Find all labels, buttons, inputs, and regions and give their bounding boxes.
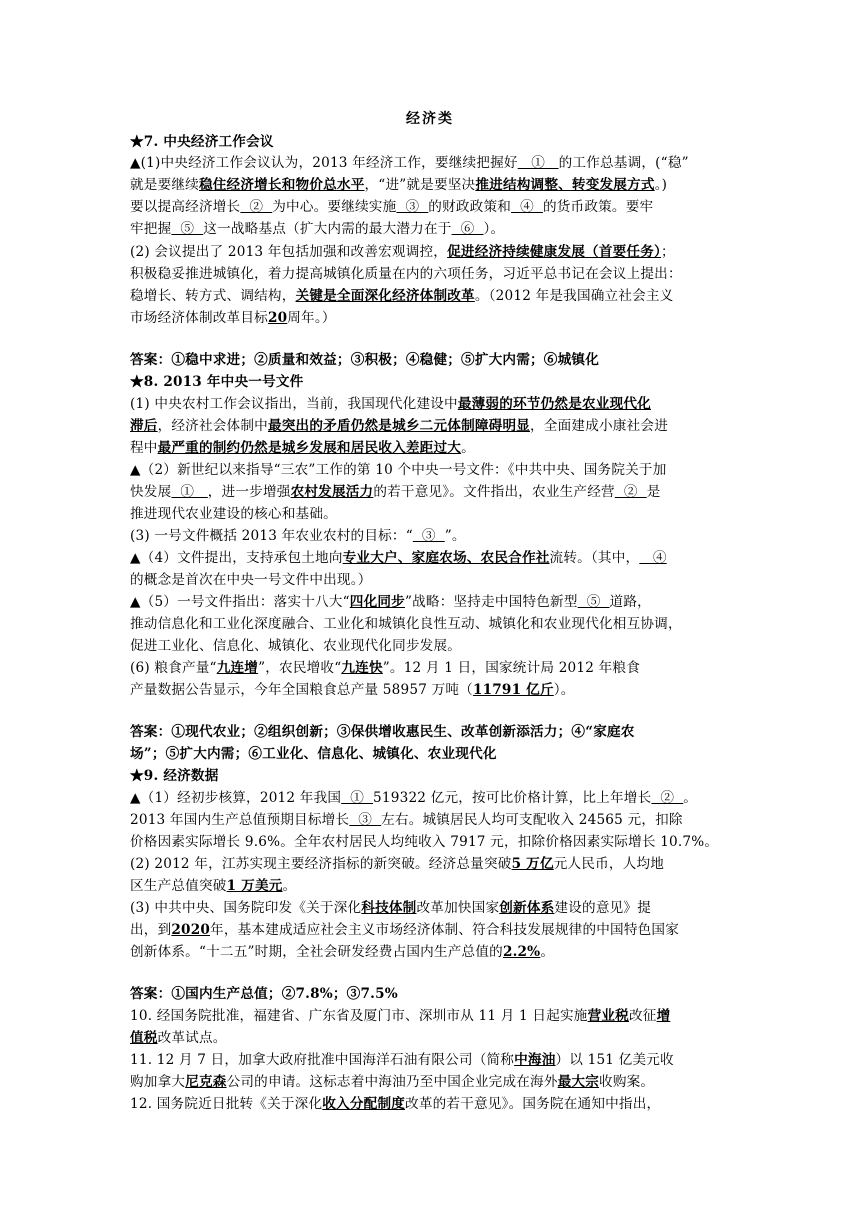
- text-run: （5）一号文件指出：落实十八大“: [140, 594, 350, 610]
- answer-blank: ③: [396, 199, 429, 215]
- text-run: ，经济社会体制中: [157, 418, 268, 434]
- text-run: ，全面建成小康社会进: [530, 418, 668, 434]
- text-line: [130, 658, 734, 678]
- key-phrase: 5 万亿: [511, 856, 554, 872]
- text-line: [130, 264, 734, 284]
- text-run: 促进工业化、信息化、城镇化、农业现代化同步发展。: [130, 638, 462, 654]
- text-line: [130, 286, 734, 306]
- text-run: (3) 中共中央、国务院印发《关于深化: [130, 900, 362, 916]
- text-line: [130, 592, 734, 612]
- text-run: ”，农民增收“: [258, 660, 342, 676]
- text-run: 周年。）: [287, 310, 336, 326]
- text-run: 左右。城镇居民人均可支配收入 24565 元，扣除: [381, 812, 683, 828]
- text-run: 程中: [130, 440, 158, 456]
- text-line: [130, 416, 734, 436]
- bold-text: ▲: [130, 790, 141, 806]
- text-line: [130, 482, 734, 502]
- bold-text: ▲: [130, 155, 141, 171]
- text-run: 元人民币，人均地: [553, 856, 665, 872]
- text-run: 。): [654, 177, 668, 193]
- text-line: [130, 1050, 734, 1070]
- text-run: 改革加快国家: [416, 900, 500, 916]
- text-run: 。: [282, 878, 297, 894]
- text-line: [130, 438, 734, 458]
- text-run: 产量数据公告显示，今年全国粮食总产量 58957 万吨（: [130, 682, 473, 698]
- key-phrase: 推进结构调整、转变发展方式: [475, 177, 655, 193]
- text-run: ）以 151 亿美元收: [555, 1052, 674, 1068]
- key-phrase: 增: [656, 1008, 671, 1024]
- text-run: 出，到: [130, 922, 172, 938]
- text-run: (3) 一号文件概括 2013 年农业农村的目标：“: [130, 528, 413, 544]
- bold-text: ★8. 2013 年中央一号文件: [130, 374, 304, 390]
- text-line: [130, 1028, 734, 1048]
- text-run: 。（2012 年是我国确立社会主义: [474, 288, 674, 304]
- text-line: [130, 197, 734, 217]
- text-run: 的若干意见》。文件指出，农业生产经营: [373, 484, 615, 500]
- text-run: 推动信息化和工业化深度融合、工业化和城镇化良性互动、城镇化和农业现代化相互协调，: [130, 616, 682, 632]
- bold-text: ▲: [130, 462, 141, 478]
- text-line: [130, 832, 734, 852]
- text-run: 购加拿大: [130, 1074, 186, 1090]
- key-phrase: 20: [267, 310, 288, 326]
- text-run: 区生产总值突破: [130, 878, 227, 894]
- text-run: (1)中央经济工作会议认为，2013 年经济工作，要继续把握好: [140, 155, 518, 171]
- answer-blank: ⑥: [451, 221, 484, 237]
- text-run: ”。: [444, 528, 466, 544]
- text-line: [130, 876, 734, 896]
- text-run: (6) 粮食产量“: [130, 660, 217, 676]
- answer-blank: ②: [651, 790, 684, 806]
- key-phrase: 九连增: [216, 660, 259, 676]
- text-run: 11. 12 月 7 日，加拿大政府批准中国海洋石油有限公司（简称: [130, 1052, 515, 1068]
- key-phrase: 关键是全面深化经济体制改革: [295, 288, 475, 304]
- text-run: 积极稳妥推进城镇化，着力提高城镇化质量在内的六项任务，习近平总书记在会议上提出：: [130, 266, 682, 282]
- text-run: 。: [540, 944, 555, 960]
- text-run: (2) 2012 年，江苏实现主要经济指标的新突破。经济总量突破: [130, 856, 512, 872]
- text-run: 流转。（其中，: [549, 550, 640, 566]
- text-run: （4）文件提出，支持承包土地向: [140, 550, 343, 566]
- text-line: [130, 744, 734, 764]
- text-line: [130, 350, 734, 370]
- key-phrase: 最大宗: [557, 1074, 600, 1090]
- answer-blank: ①: [517, 155, 559, 171]
- text-run: 的工作总基调，(“稳”: [558, 155, 689, 171]
- text-line: [130, 219, 734, 239]
- answer-blank: ③: [412, 528, 445, 544]
- text-line: [130, 153, 734, 173]
- text-run: ，进一步增强: [207, 484, 291, 500]
- text-line: [130, 766, 734, 786]
- key-phrase: 最薄弱的环节仍然是农业现代化: [457, 396, 651, 412]
- text-line: [130, 548, 734, 568]
- text-run: ）。: [553, 682, 575, 698]
- text-line: [130, 614, 734, 634]
- text-line: [130, 132, 734, 152]
- text-run: 为中心。要继续实施: [272, 199, 397, 215]
- text-run: 稳增长、转方式、调结构，: [130, 288, 296, 304]
- text-run: 。: [461, 440, 475, 456]
- key-phrase: 1 万美元: [226, 878, 283, 894]
- text-run: 。: [683, 790, 698, 806]
- text-run: 市场经济体制改革目标: [130, 310, 268, 326]
- key-phrase: 最突出的矛盾仍然是城乡二元体制障碍明显: [267, 418, 531, 434]
- text-line: [130, 526, 734, 546]
- text-run: (1) 中央农村工作会议指出，当前，我国现代化建设中: [130, 396, 458, 412]
- text-line: [130, 570, 734, 590]
- text-run: 这一战略基点（扩大内需的最大潜力在于: [203, 221, 452, 237]
- key-phrase: 11791 亿斤: [472, 682, 554, 698]
- text-line: [130, 372, 734, 392]
- text-line: [130, 942, 734, 962]
- bold-text: 场”；⑤扩大内需；⑥工业化、信息化、城镇化、农业现代化: [130, 746, 497, 762]
- text-run: 的概念是首次在中央一号文件中出现。）: [130, 572, 372, 588]
- text-run: 快发展: [130, 484, 172, 500]
- bold-text: 答案：①稳中求进；②质量和效益；③积极；④稳健；⑤扩大内需；⑥城镇化: [130, 352, 599, 368]
- key-phrase: 专业大户、家庭农场、农民合作社: [342, 550, 550, 566]
- text-line: [130, 1072, 734, 1092]
- key-phrase: 科技体制: [361, 900, 417, 916]
- page-title: 经济类: [406, 111, 454, 127]
- text-run: 改征: [628, 1008, 657, 1024]
- text-run: ）。: [483, 221, 505, 237]
- text-line: [130, 504, 734, 524]
- bold-text: 答案：①现代农业；②组织创新；③保供增收惠民生、改革创新添活力；④“家庭农: [130, 724, 635, 740]
- text-run: 519322 亿元，按可比价格计算，比上年增长: [373, 790, 652, 806]
- text-line: [130, 308, 734, 328]
- text-line: [130, 854, 734, 874]
- text-run: 年，基本建成适应社会主义市场经济体制、符合科技发展规律的中国特色国家: [210, 922, 680, 938]
- text-run: (2) 会议提出了 2013 年包括加强和改善宏观调控，: [130, 244, 448, 260]
- text-run: （1）经初步核算，2012 年我国: [140, 790, 342, 806]
- text-run: 12. 国务院近日批转《关于深化: [130, 1096, 323, 1112]
- text-line: [130, 788, 734, 808]
- text-run: 收购案。: [599, 1074, 655, 1090]
- text-run: 道路，: [609, 594, 651, 610]
- answer-blank: ④: [639, 550, 667, 566]
- text-run: 公司的申请。这标志着中海油乃至中国企业完成在海外: [226, 1074, 558, 1090]
- text-run: 牢把握: [130, 221, 172, 237]
- answer-blank: ②: [240, 199, 273, 215]
- key-phrase: 最严重的制约仍然是城乡发展和居民收入差距过大: [157, 440, 462, 456]
- key-phrase: 四化同步: [349, 594, 405, 610]
- text-run: 就是要继续: [130, 177, 199, 193]
- answer-blank: ③: [349, 812, 382, 828]
- key-phrase: 创新体系: [499, 900, 555, 916]
- text-line: [130, 722, 734, 742]
- text-line: [130, 460, 734, 480]
- text-run: 2013 年国内生产总值预期目标增长: [130, 812, 350, 828]
- key-phrase: 中海油: [514, 1052, 556, 1068]
- text-run: 的财政政策和: [428, 199, 512, 215]
- key-phrase: 滞后: [130, 418, 158, 434]
- text-run: ，“进”就是要坚决: [364, 177, 476, 193]
- text-run: 10. 经国务院批准，福建省、广东省及厦门市、深圳市从 11 月 1 日起实施: [130, 1008, 588, 1024]
- answer-blank: ④: [511, 199, 543, 215]
- text-line: [130, 1006, 734, 1026]
- text-line: [130, 920, 734, 940]
- text-run: ”。12 月 1 日，国家统计局 2012 年粮食: [382, 660, 640, 676]
- answer-blank: ②: [614, 484, 647, 500]
- text-line: [130, 810, 734, 830]
- text-line: [130, 175, 734, 195]
- text-line: [130, 898, 734, 918]
- text-run: 的货币政策。要牢: [542, 199, 654, 215]
- text-line: [130, 636, 734, 656]
- text-run: 价格因素实际增长 9.6%。全年农村居民人均纯收入 7917 元，扣除价格因素实际增长 10.7%。: [130, 834, 719, 850]
- answer-blank: ⑤: [577, 594, 610, 610]
- text-line: [130, 984, 734, 1004]
- key-phrase: 收入分配制度: [322, 1096, 406, 1112]
- text-run: 创新体系。“十二五”时期，全社会研发经费占国内生产总值的: [130, 944, 503, 960]
- key-phrase: 九连快: [341, 660, 383, 676]
- answer-blank: ①: [341, 790, 374, 806]
- key-phrase: 农村发展活力: [290, 484, 374, 500]
- answer-blank: ①: [171, 484, 208, 500]
- bold-text: 答案：①国内生产总值；②7.8%；③7.5%: [130, 986, 398, 1002]
- key-phrase: 营业税: [587, 1008, 629, 1024]
- key-phrase: 促进经济持续健康发展（首要任务）: [447, 244, 662, 260]
- text-line: [130, 242, 734, 262]
- text-run: 要以提高经济增长: [130, 199, 241, 215]
- bold-text: ★7. 中央经济工作会议: [130, 134, 274, 150]
- answer-blank: ⑤: [171, 221, 204, 237]
- key-phrase: 稳住经济增长和物价总水平: [198, 177, 365, 193]
- bold-text: ★9. 经济数据: [130, 768, 219, 784]
- text-run: 改革试点。: [157, 1030, 227, 1046]
- key-phrase: 尼克森: [185, 1074, 227, 1090]
- bold-text: ▲: [130, 550, 141, 566]
- text-run: 是: [646, 484, 661, 500]
- text-run: ；: [661, 244, 675, 260]
- text-run: 建设的意见》提: [554, 900, 651, 916]
- text-line: [130, 394, 734, 414]
- key-phrase: 2.2%: [502, 944, 541, 960]
- key-phrase: 2020: [171, 922, 211, 938]
- bold-text: ▲: [130, 594, 141, 610]
- text-run: ”战略：坚持走中国特色新型: [404, 594, 578, 610]
- text-run: 改革的若干意见》。国务院在通知中指出，: [405, 1096, 661, 1112]
- key-phrase: 值税: [130, 1030, 158, 1046]
- text-run: 推进现代农业建设的核心和基础。: [130, 506, 337, 522]
- text-line: [130, 1094, 734, 1114]
- text-line: [130, 680, 734, 700]
- text-run: （2）新世纪以来指导“三农”工作的第 10 个中央一号文件：《中共中央、国务院关于加: [140, 462, 667, 478]
